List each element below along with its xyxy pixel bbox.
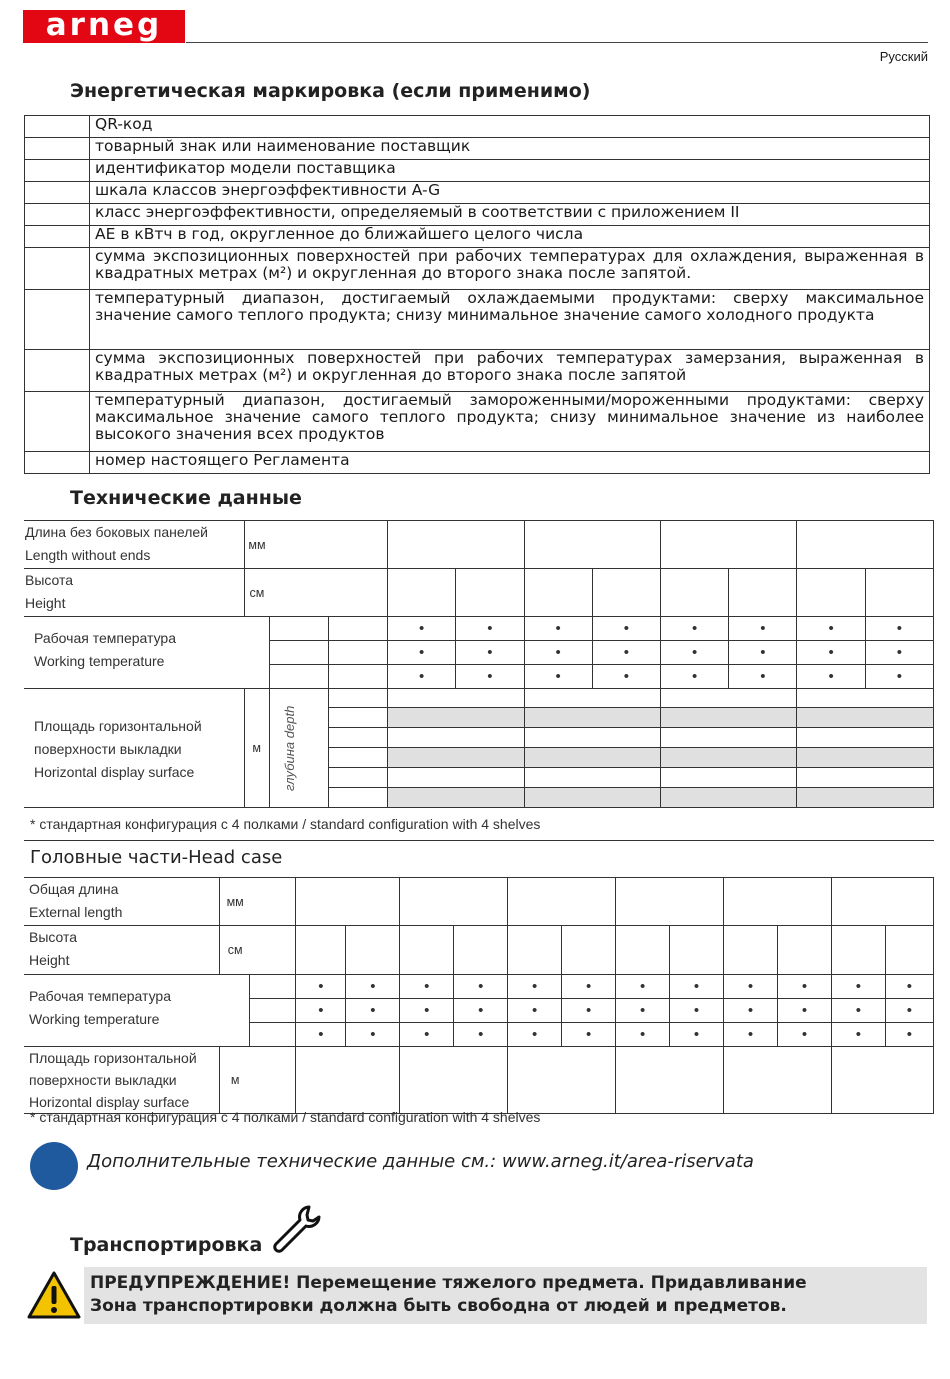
temp-row: • • • • • • • • xyxy=(24,641,934,665)
energy-row xyxy=(25,350,930,392)
hc-temp-row: Рабочая температура Working temperature • • • • • • • • • • • • xyxy=(24,975,934,999)
energy-row-text: сумма экспозиционных поверхностей при рабочих температурах для охлаждения, выраженная в квадратных метрах (м²) и округленная до второго знака после запятой. xyxy=(90,248,930,290)
energy-row xyxy=(25,452,930,474)
energy-row-text: температурный диапазон, достигаемый замороженными/мороженными продуктами: сверху максимальное значение самого теплого продукта; снизу минимальное значение из наиболее высокого значения всех продуктов xyxy=(90,392,930,452)
transport-heading: Транспортировка xyxy=(70,1234,263,1256)
surface-unit: м xyxy=(244,689,269,808)
depth-label: глубина depth xyxy=(281,705,297,791)
energy-row xyxy=(25,204,930,226)
energy-row-text: товарный знак или наименование поставщик xyxy=(90,138,930,160)
energy-row xyxy=(25,182,930,204)
technical-table xyxy=(24,520,934,808)
height-label: Высота Height xyxy=(24,569,244,617)
energy-label-heading: Энергетическая маркировка (если применимо) xyxy=(70,80,591,102)
length-unit: мм xyxy=(244,521,269,569)
surface-label: Площадь горизонтальной поверхности выкладки Horizontal display surface xyxy=(24,689,244,808)
warning-line-2: Зона транспортировки должна быть свободна от людей и предметов. xyxy=(90,1296,787,1316)
hc-surface-unit: м xyxy=(220,1047,250,1114)
energy-label-table xyxy=(24,115,930,474)
info-circle-icon xyxy=(30,1142,78,1190)
energy-row-text: идентификатор модели поставщика xyxy=(90,160,930,182)
energy-row-text: класс энергоэффективности, определяемый в соответствии с приложением II xyxy=(90,204,930,226)
info-text: Дополнительные технические данные см.: www.arneg.it/area-riservata xyxy=(87,1151,754,1172)
length-label: Длина без боковых панелей Length without ends xyxy=(24,521,244,569)
height-unit: см xyxy=(244,569,269,617)
technical-heading: Технические данные xyxy=(70,487,302,509)
wrench-icon xyxy=(271,1203,323,1255)
surface-row xyxy=(24,689,934,708)
energy-row xyxy=(25,116,930,138)
hc-height-unit: см xyxy=(220,926,250,975)
head-case-footnote: * стандартная конфигурация с 4 полками / standard configuration with 4 shelves xyxy=(30,1109,541,1125)
hc-temp-row: • • • • • • • • • • • • xyxy=(24,1023,934,1047)
energy-row-text: QR-код xyxy=(90,116,930,138)
temp-label: Рабочая температура Working temperature xyxy=(24,617,269,689)
arneg-logo: arneg xyxy=(23,10,185,43)
energy-row-text: AE в кВтч в год, округленное до ближайшего целого числа xyxy=(90,226,930,248)
header-rule xyxy=(186,42,928,43)
depth-label-cell xyxy=(269,689,329,808)
hc-surface-row xyxy=(24,1047,934,1114)
warning-triangle-icon xyxy=(26,1270,82,1320)
warning-line-1: ПРЕДУПРЕЖДЕНИЕ! Перемещение тяжелого предмета. Придавливание xyxy=(90,1273,807,1293)
hc-temp-label: Рабочая температура Working temperature xyxy=(24,975,250,1047)
energy-row-text: шкала классов энергоэффективности A-G xyxy=(90,182,930,204)
warning-box xyxy=(84,1267,927,1324)
energy-row xyxy=(25,392,930,452)
technical-footnote: * стандартная конфигурация с 4 полками / standard configuration with 4 shelves xyxy=(30,816,541,832)
hc-height-label: Высота Height xyxy=(24,926,220,975)
energy-row xyxy=(25,226,930,248)
language-label: Русский xyxy=(879,49,928,64)
energy-row xyxy=(25,160,930,182)
temp-row: Рабочая температура Working temperature • • • • • • • • xyxy=(24,617,934,641)
head-case-table xyxy=(24,877,934,1114)
temp-row: • • • • • • • • xyxy=(24,665,934,689)
height-row xyxy=(24,569,934,617)
head-case-heading: Головные части-Head case xyxy=(30,847,283,868)
hc-length-label: Общая длина External length xyxy=(24,878,220,926)
hc-length-row xyxy=(24,878,934,926)
hc-length-unit: мм xyxy=(220,878,250,926)
hc-temp-row: • • • • • • • • • • • • xyxy=(24,999,934,1023)
energy-row-text: номер настоящего Регламента xyxy=(90,452,930,474)
hc-surface-label: Площадь горизонтальной поверхности выкладки Horizontal display surface xyxy=(24,1047,220,1114)
energy-row xyxy=(25,248,930,290)
section-divider xyxy=(24,840,934,841)
hc-height-row xyxy=(24,926,934,975)
energy-row-text: сумма экспозиционных поверхностей при рабочих температурах замерзания, выраженная в квадратных метрах (м²) и округленная до второго знака после запятой xyxy=(90,350,930,392)
energy-row-text: температурный диапазон, достигаемый охлаждаемыми продуктами: сверху максимальное значение самого теплого продукта; снизу минимальное значение самого холодного продукта xyxy=(90,290,930,350)
length-row xyxy=(24,521,934,569)
energy-row xyxy=(25,138,930,160)
energy-row xyxy=(25,290,930,350)
